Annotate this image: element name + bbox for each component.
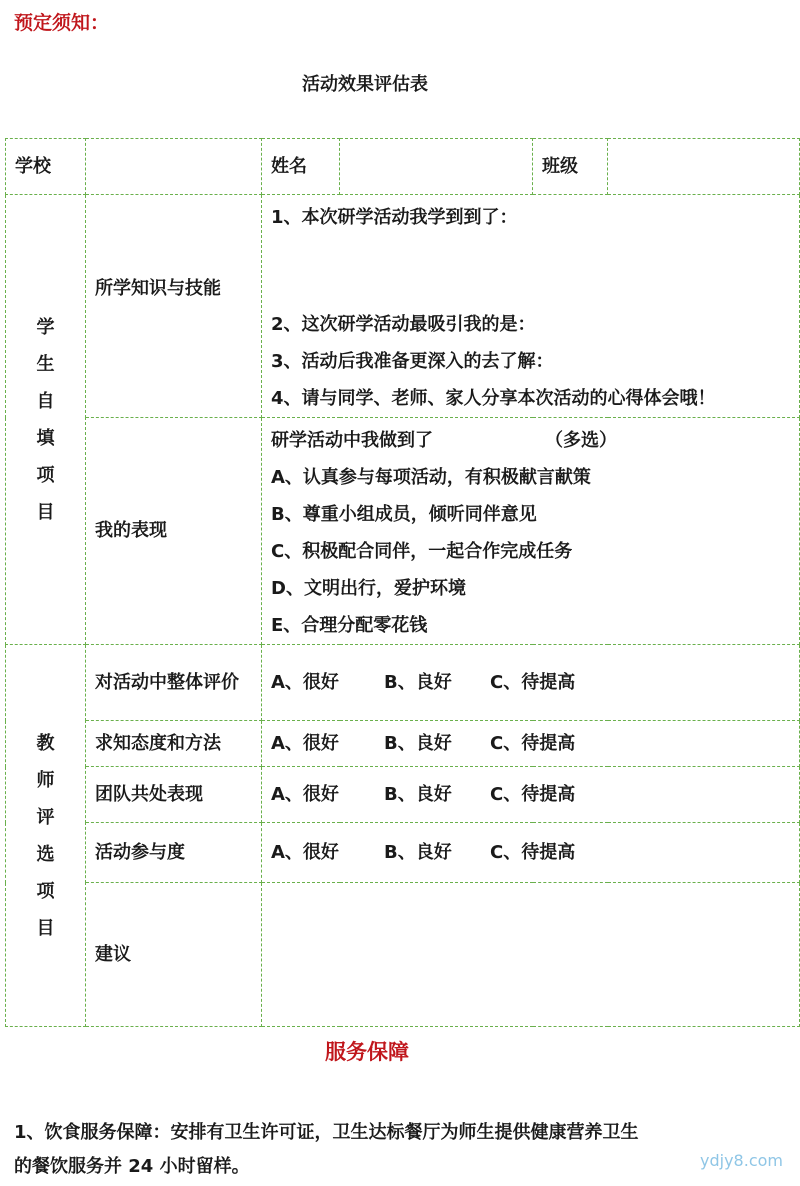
notice-title: 预定须知： xyxy=(14,12,110,34)
performance-prompt-note: （多选） xyxy=(545,430,617,451)
rating-option-b[interactable]: B、良好 xyxy=(384,671,452,693)
class-field[interactable] xyxy=(608,139,800,195)
criterion-row xyxy=(6,823,800,883)
school-label: 学校 xyxy=(6,139,86,195)
performance-options xyxy=(262,418,800,645)
performance-option-d[interactable]: D、文明出行，爱护环境 xyxy=(271,578,466,599)
criterion-label: 求知态度和方法 xyxy=(86,721,262,767)
evaluation-table xyxy=(5,138,800,1027)
rating-option-c[interactable]: C、待提高 xyxy=(490,783,576,805)
teacher-section-label xyxy=(6,645,86,1027)
name-label: 姓名 xyxy=(262,139,340,195)
performance-option-e[interactable]: E、合理分配零花钱 xyxy=(271,615,428,636)
performance-option-b[interactable]: B、尊重小组成员，倾听同伴意见 xyxy=(271,504,537,525)
criterion-label: 团队共处表现 xyxy=(86,767,262,823)
rating-option-b[interactable]: B、良好 xyxy=(384,841,452,863)
knowledge-row xyxy=(6,195,800,418)
criterion-label: 活动参与度 xyxy=(86,823,262,883)
rating-option-c[interactable]: C、待提高 xyxy=(490,732,576,754)
header-row xyxy=(6,139,800,195)
criterion-label: 对活动中整体评价 xyxy=(86,645,262,721)
criterion-row xyxy=(6,721,800,767)
performance-label: 我的表现 xyxy=(86,418,262,645)
performance-prompt-line xyxy=(271,422,799,459)
rating-option-a[interactable]: A、很好 xyxy=(271,841,339,863)
student-section-text: 学生自填项目 xyxy=(36,316,55,523)
performance-prompt: 研学活动中我做到了 xyxy=(271,430,433,451)
suggestion-field[interactable] xyxy=(262,883,800,1027)
school-field[interactable] xyxy=(86,139,262,195)
criterion-row xyxy=(6,767,800,823)
rating-option-a[interactable]: A、很好 xyxy=(271,732,339,754)
knowledge-question-2: 2、这次研学活动最吸引我的是： xyxy=(271,314,536,335)
teacher-section-text: 教师评选项目 xyxy=(36,732,55,939)
knowledge-question-3: 3、活动后我准备更深入的去了解： xyxy=(271,351,554,372)
rating-option-a[interactable]: A、很好 xyxy=(271,783,339,805)
watermark: ydjy8.com xyxy=(700,1151,783,1170)
suggestion-row xyxy=(6,883,800,1027)
knowledge-gap xyxy=(271,236,799,306)
suggestion-label: 建议 xyxy=(86,883,262,1027)
knowledge-question-4: 4、请与同学、老师、家人分享本次活动的心得体会哦！ xyxy=(271,388,716,409)
name-field[interactable] xyxy=(340,139,533,195)
student-section-label xyxy=(6,195,86,645)
class-label: 班级 xyxy=(533,139,608,195)
rating-options xyxy=(262,645,800,721)
rating-option-b[interactable]: B、良好 xyxy=(384,783,452,805)
rating-options xyxy=(262,823,800,883)
rating-option-c[interactable]: C、待提高 xyxy=(490,671,576,693)
performance-row xyxy=(6,418,800,645)
rating-option-a[interactable]: A、很好 xyxy=(271,671,339,693)
rating-options xyxy=(262,721,800,767)
performance-option-c[interactable]: C、积极配合同伴，一起合作完成任务 xyxy=(271,541,573,562)
knowledge-label: 所学知识与技能 xyxy=(86,195,262,418)
criterion-row xyxy=(6,645,800,721)
rating-option-c[interactable]: C、待提高 xyxy=(490,841,576,863)
performance-option-a[interactable]: A、认真参与每项活动，有积极献言献策 xyxy=(271,467,591,488)
service-title: 服务保障 xyxy=(325,1040,409,1064)
knowledge-answers[interactable] xyxy=(262,195,800,418)
table-title: 活动效果评估表 xyxy=(302,74,428,95)
service-line-1: 1、饮食服务保障：安排有卫生许可证，卫生达标餐厅为师生提供健康营养卫生 xyxy=(14,1122,639,1143)
rating-options xyxy=(262,767,800,823)
rating-option-b[interactable]: B、良好 xyxy=(384,732,452,754)
knowledge-question-1: 1、本次研学活动我学到到了： xyxy=(271,207,518,228)
service-line-2: 的餐饮服务并 24 小时留样。 xyxy=(14,1156,250,1177)
